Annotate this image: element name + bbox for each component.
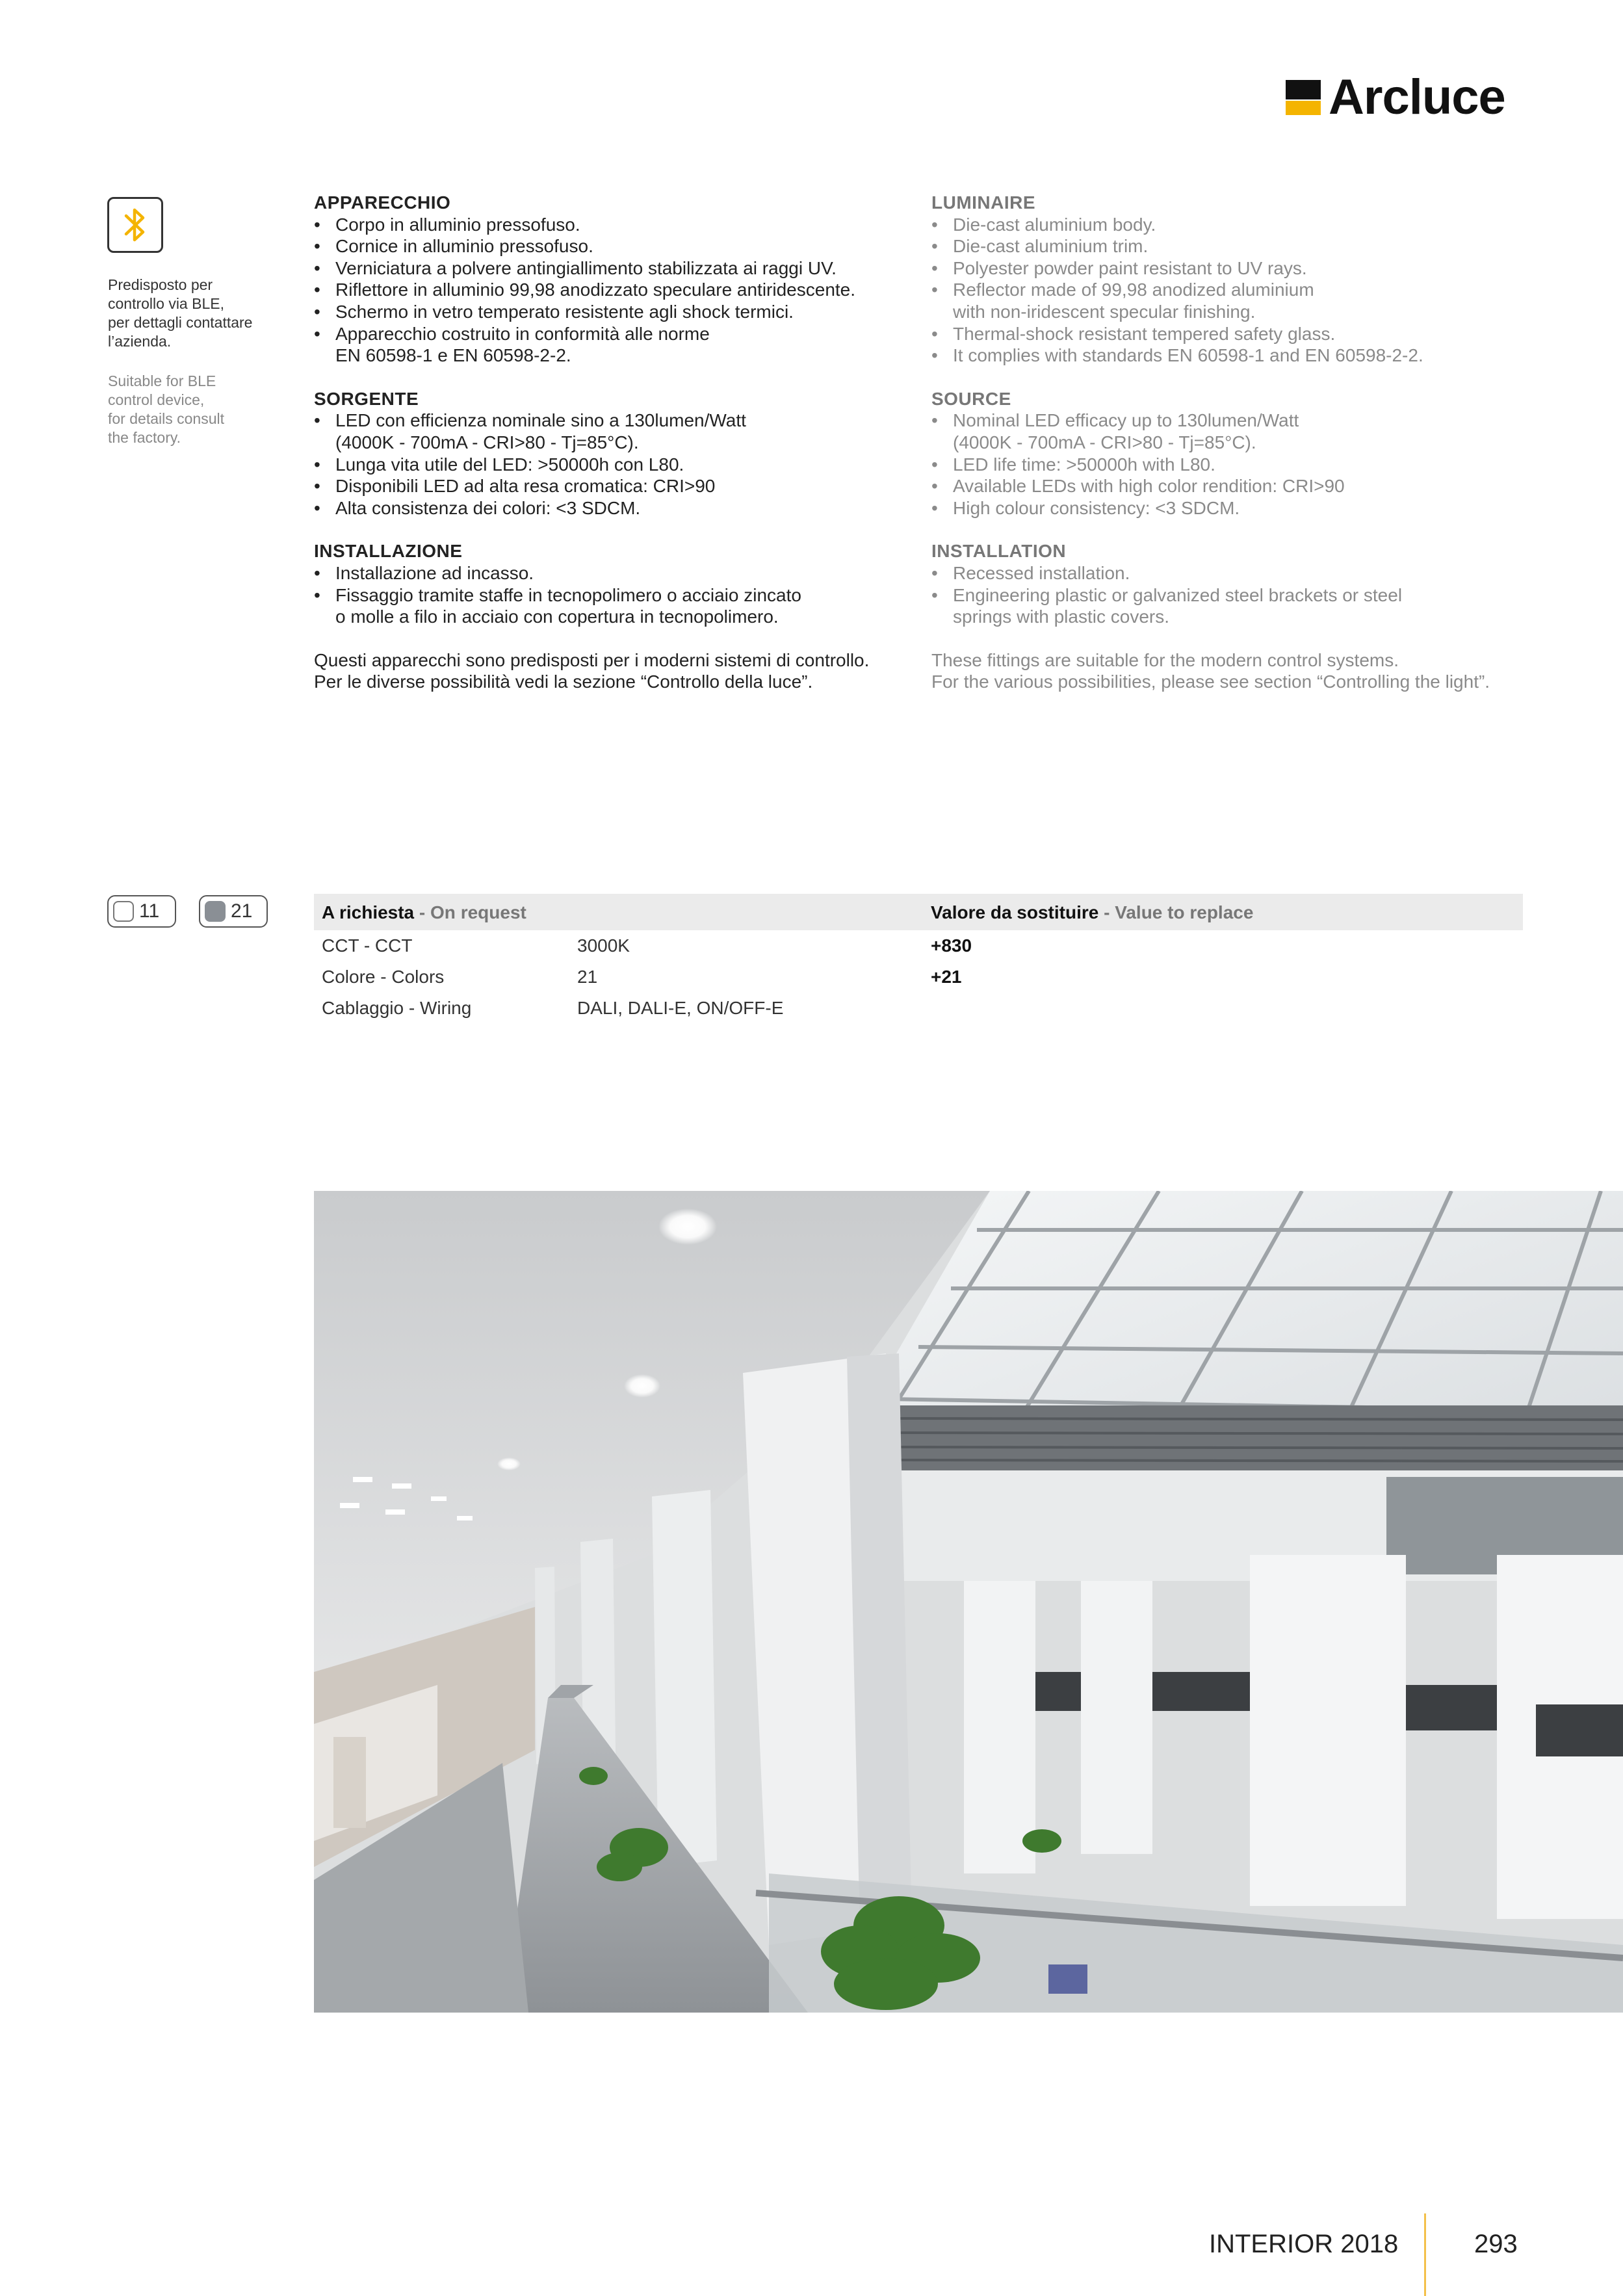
spec-item: • Recessed installation.: [931, 562, 1516, 584]
section-title: SORGENTE: [314, 388, 419, 409]
spec-item: • Available LEDs with high color rendition: CRI>90: [931, 475, 1516, 497]
spec-item: • Apparecchio costruito in conformità alle norme EN 60598-1 e EN 60598-2-2.: [314, 323, 899, 367]
catalog-section-label: INTERIOR 2018: [1209, 2230, 1399, 2258]
control-note-line: Per le diverse possibilità vedi la sezione “Controllo della luce”.: [314, 672, 813, 692]
section-title: SOURCE: [931, 388, 1011, 409]
spec-item: • Die-cast aluminium body.: [931, 214, 1516, 236]
spec-item: • Thermal-shock resistant tempered safety glass.: [931, 323, 1516, 345]
brand-name: Arcluce: [1329, 70, 1505, 125]
ble-note-line: the factory.: [108, 429, 181, 446]
swatch-chip: [205, 901, 226, 922]
control-note-line: Questi apparecchi sono predisposti per i moderni sistemi di controllo.: [314, 649, 870, 670]
spec-item: • LED life time: >50000h with L80.: [931, 454, 1516, 476]
table-header: [314, 894, 1523, 930]
page-number: 293: [1474, 2230, 1518, 2258]
spec-item: • It complies with standards EN 60598-1 and EN 60598-2-2.: [931, 345, 1516, 367]
header-it: Valore da sostituire: [931, 902, 1099, 922]
header-en: On request: [430, 902, 526, 922]
control-note: [931, 649, 1516, 693]
color-swatch-21: [199, 895, 268, 928]
swatch-chip: [113, 901, 134, 922]
spec-column-en: [931, 192, 1516, 693]
ble-note-line: control device,: [108, 391, 205, 408]
source-section: [314, 388, 899, 519]
row-label: Colore - Colors: [322, 967, 445, 987]
header-value-to-replace: [931, 902, 1253, 923]
footer-divider: [1424, 2213, 1426, 2296]
installation-section: [314, 540, 899, 627]
header-on-request: [322, 902, 526, 923]
ble-note-en: [108, 372, 277, 447]
spec-item: • Corpo in alluminio pressofuso.: [314, 214, 899, 236]
ble-note-line: per dettagli contattare: [108, 314, 253, 331]
table-row: [314, 993, 1523, 1024]
spec-item: • Reflector made of 99,98 anodized aluminium with non-iridescent specular finishing.: [931, 279, 1516, 322]
section-title: INSTALLAZIONE: [314, 541, 463, 562]
swatch-code: 21: [231, 900, 253, 922]
logo-mark-icon: [1286, 80, 1321, 115]
header-it: A richiesta: [322, 902, 415, 922]
installation-section: [931, 540, 1516, 627]
section-title: LUMINAIRE: [931, 192, 1036, 213]
spec-item: • Disponibili LED ad alta resa cromatica: CRI>90: [314, 475, 899, 497]
ble-note-line: for details consult: [108, 410, 224, 427]
row-replace: +830: [931, 935, 972, 956]
row-label: CCT - CCT: [322, 935, 413, 956]
brand-logo: [1286, 70, 1505, 125]
spec-item: • Fissaggio tramite staffe in tecnopolimero o acciaio zincato o molle a filo in acciaio con copertura in tecnopolimero.: [314, 584, 899, 628]
control-note-line: For the various possibilities, please see section “Controlling the light”.: [931, 672, 1490, 692]
ble-note-line: l’azienda.: [108, 333, 172, 350]
luminaire-section: [314, 192, 899, 367]
spec-column-it: [314, 192, 899, 693]
source-section: [931, 388, 1516, 519]
spec-item: • Engineering plastic or galvanized steel brackets or steel springs with plastic covers.: [931, 584, 1516, 628]
table-row: [314, 930, 1523, 961]
row-label: Cablaggio - Wiring: [322, 998, 472, 1018]
spec-item: • Schermo in vetro temperato resistente agli shock termici.: [314, 301, 899, 323]
spec-item: • Cornice in alluminio pressofuso.: [314, 235, 899, 257]
color-swatch-11: [107, 895, 176, 928]
spec-item: • Die-cast aluminium trim.: [931, 235, 1516, 257]
header-sep: -: [1098, 902, 1115, 922]
spec-item: • Polyester powder paint resistant to UV rays.: [931, 257, 1516, 280]
ble-note-line: controllo via BLE,: [108, 295, 224, 312]
header-en: Value to replace: [1115, 902, 1254, 922]
spec-item: • Lunga vita utile del LED: >50000h con L80.: [314, 454, 899, 476]
luminaire-section: [931, 192, 1516, 367]
spec-item: • Riflettore in alluminio 99,98 anodizzato speculare antiridescente.: [314, 279, 899, 301]
spec-item: • Verniciatura a polvere antingiallimento stabilizzata ai raggi UV.: [314, 257, 899, 280]
bluetooth-badge: [107, 197, 163, 253]
spec-item: • High colour consistency: <3 SDCM.: [931, 497, 1516, 519]
ble-note-it: [108, 276, 277, 351]
options-table: [314, 894, 1523, 1024]
header-sep: -: [414, 902, 431, 922]
table-row: [314, 961, 1523, 993]
control-note: [314, 649, 899, 693]
spec-item: • Installazione ad incasso.: [314, 562, 899, 584]
spec-item: • Nominal LED efficacy up to 130lumen/Watt (4000K - 700mA - CRI>80 - Tj=85°C).: [931, 410, 1516, 453]
interior-photo: [314, 1191, 1623, 2013]
row-value: DALI, DALI-E, ON/OFF-E: [577, 998, 784, 1018]
control-note-line: These fittings are suitable for the modern control systems.: [931, 649, 1399, 670]
row-replace: +21: [931, 967, 962, 987]
office-atrium-illustration: [314, 1191, 1623, 2013]
ble-note-line: Suitable for BLE: [108, 372, 216, 389]
section-title: INSTALLATION: [931, 541, 1067, 562]
swatch-code: 11: [139, 900, 160, 922]
spec-item: • Alta consistenza dei colori: <3 SDCM.: [314, 497, 899, 519]
spec-item: • LED con efficienza nominale sino a 130lumen/Watt (4000K - 700mA - CRI>80 - Tj=85°C).: [314, 410, 899, 453]
section-title: APPARECCHIO: [314, 192, 451, 213]
bluetooth-icon: [118, 205, 152, 245]
row-value: 3000K: [577, 935, 630, 956]
ble-note-line: Predisposto per: [108, 276, 213, 293]
row-value: 21: [577, 967, 598, 987]
